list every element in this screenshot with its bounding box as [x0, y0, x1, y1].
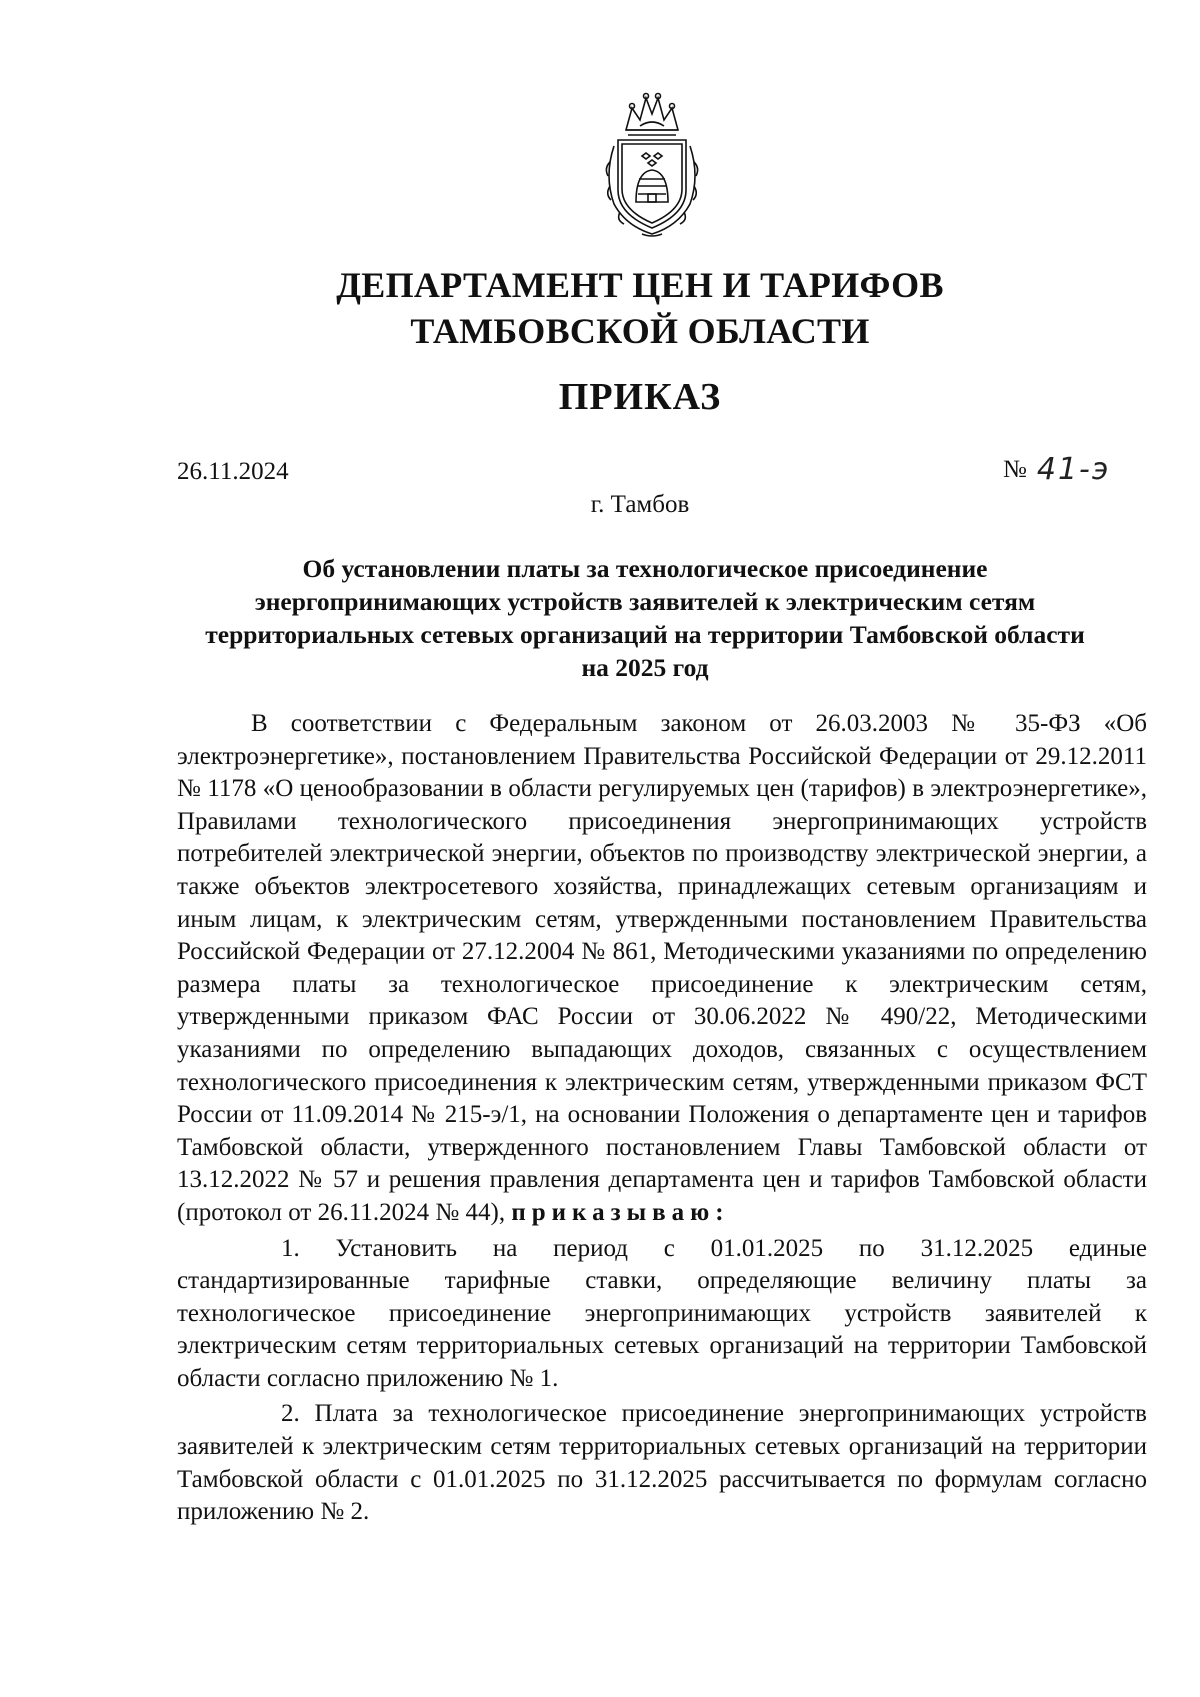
document-number [1003, 452, 1110, 487]
document-date: 26.11.2024 [177, 458, 289, 485]
preamble-text: В соответствии с Федеральным законом от 26.03.2003 № 35-ФЗ «Об электроэнергетике», постановлением Правительства Российской Федерации от 29.12.2011 № 1178 «О ценообразовании в области регулируемых цен (тарифов) в электроэнергетике», Правилами технологического присоединения энергопринимающих устройств потребителей электрической энергии, объектов по производству электрической энергии, а также объектов электросетевого хозяйства, принадлежащих сетевым организациям и иным лицам, к электрическим сетям, утвержденными постановлением Правительства Российской Федерации от 27.12.2004 № 861, Методическими указаниями по определению размера платы за технологическое присоединение к электрическим сетям, утвержденными приказом ФАС России от 30.06.2022 № 490/22, Методическими указаниями по определению выпадающих доходов, связанных с осуществлением технологического присоединения к электрическим сетям, утвержденными приказом ФСТ России от 11.09.2014 № 215-э/1, на основании Положения о департаменте цен и тарифов Тамбовской области, утвержденного постановлением Главы Тамбовской области от 13.12.2022 № 57 и решения правления департамента цен и тарифов Тамбовской области (протокол от 26.11.2024 № 44), [177, 710, 1147, 1226]
document-body [177, 708, 1147, 1529]
subject-line4: на 2025 год [581, 653, 709, 682]
item-2-paragraph: 2. Плата за технологическое присоединение энергопринимающих устройств заявителей к электрическим сетям территориальных сетевых организаций на территории Тамбовской области с 01.01.2025 по 31.12.2025 рассчитывается по формулам согласно приложению № 2. [177, 1400, 1147, 1526]
department-name-line1: ДЕПАРТАМЕНТ ЦЕН И ТАРИФОВ [336, 265, 944, 305]
document-type-title: ПРИКАЗ [558, 376, 722, 418]
number-sign: № [1003, 455, 1027, 483]
document-subject [150, 552, 1140, 684]
item-1-paragraph: 1. Установить на период с 01.01.2025 по 31.12.2025 единые стандартизированные тарифные ставки, определяющие величину платы за технологическое присоединение энергопринимающих устройств заявителей к электрическим сетям территориальных сетевых организаций на территории Тамбовской области согласно приложению № 1. [177, 1234, 1147, 1392]
preamble-paragraph [177, 708, 1147, 1230]
department-name [200, 262, 1080, 354]
subject-line1: Об установлении платы за технологическое присоединение [302, 554, 988, 583]
subject-line2: энергопринимающих устройств заявителей к электрическим сетям [254, 587, 1036, 616]
subject-line3: территориальных сетевых организаций на территории Тамбовской области [205, 620, 1085, 649]
department-name-line2: ТАМБОВСКОЙ ОБЛАСТИ [410, 311, 870, 351]
document-city: г. Тамбов [590, 491, 690, 518]
prikazyvayu-word: приказываю: [511, 1198, 730, 1226]
handwritten-number: 41-э [1036, 452, 1111, 487]
coat-of-arms-emblem-icon [596, 86, 708, 238]
